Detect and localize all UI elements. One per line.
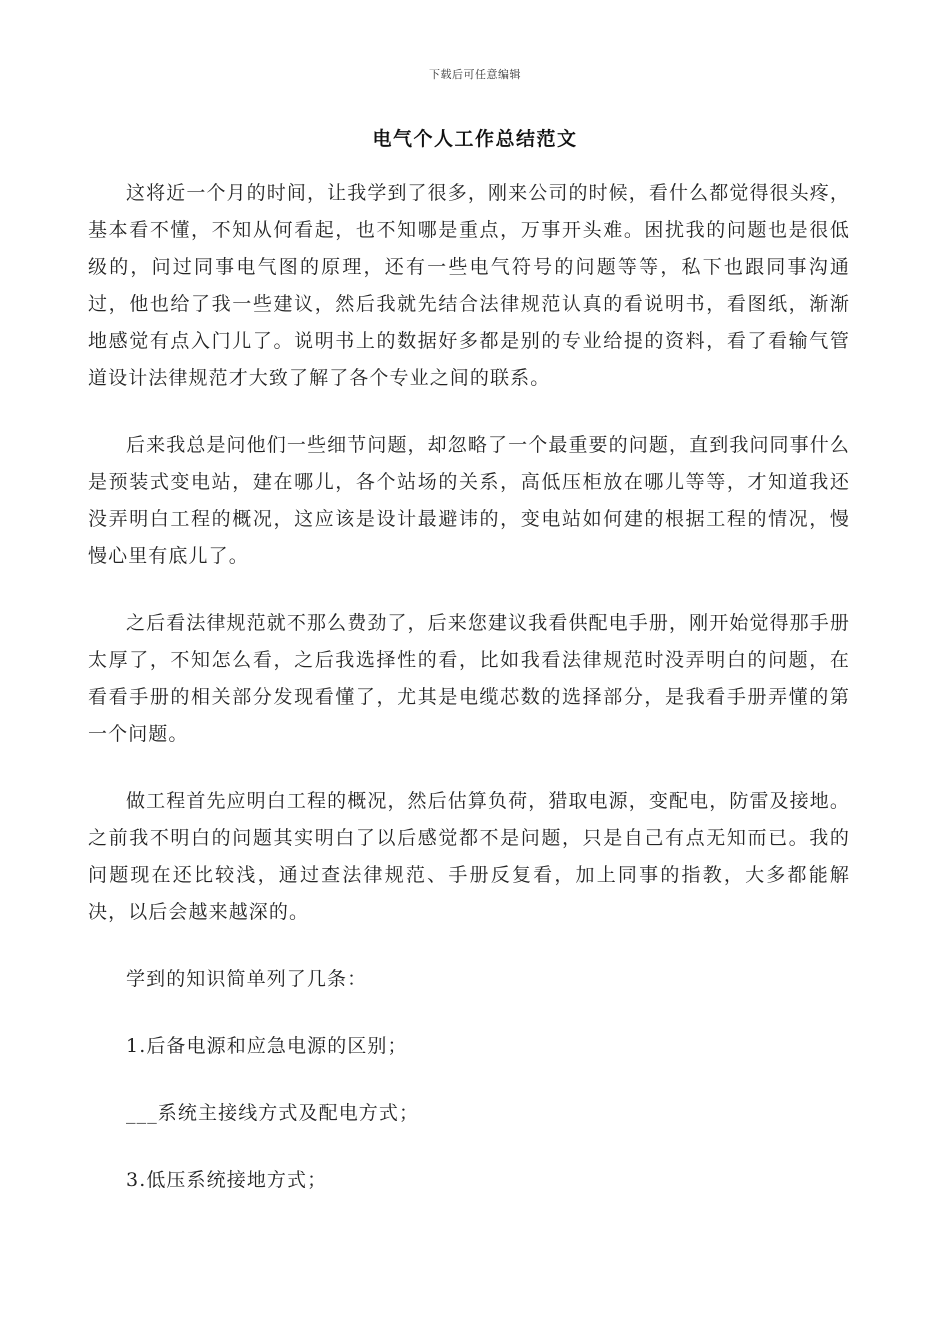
- paragraph-1: 这将近一个月的时间，让我学到了很多，刚来公司的时候，看什么都觉得很头疼，基本看不懂，不知从何看起，也不知哪是重点，万事开头难。困扰我的问题也是很低级的，问过同事电气图的原理，还有一些电气符号的问题等等，私下也跟同事沟通过，他也给了我一些建议，然后我就先结合法律规范认真的看说明书，看图纸，渐渐地感觉有点入门儿了。说明书上的数据好多都是别的专业给提的资料，看了看输气管道设计法律规范才大致了解了各个专业之间的联系。: [88, 182, 850, 389]
- paragraph-4: 做工程首先应明白工程的概况，然后估算负荷，猎取电源，变配电，防雷及接地。之前我不明白的问题其实明白了以后感觉都不是问题，只是自己有点无知而已。我的问题现在还比较浅，通过查法律规范、手册反复看，加上同事的指教，大多都能解决，以后会越来越深的。: [88, 790, 850, 923]
- document-body: [88, 175, 850, 1199]
- header-note: 下载后可任意编辑: [429, 68, 521, 81]
- paragraph-5: 学到的知识简单列了几条：: [126, 968, 368, 990]
- list-item-1: 1.后备电源和应急电源的区别；: [126, 1035, 408, 1057]
- list-item-3: 3.低压系统接地方式；: [126, 1169, 328, 1191]
- paragraph-2: 后来我总是问他们一些细节问题，却忽略了一个最重要的问题，直到我问同事什么是预装式变电站，建在哪儿，各个站场的关系，高低压柜放在哪儿等等，才知道我还没弄明白工程的概况，这应该是设计最避讳的，变电站如何建的根据工程的情况，慢慢心里有底儿了。: [88, 434, 850, 567]
- list-item-2: ___系统主接线方式及配电方式；: [126, 1102, 420, 1124]
- paragraph-3: 之后看法律规范就不那么费劲了，后来您建议我看供配电手册，刚开始觉得那手册太厚了，不知怎么看，之后我选择性的看，比如我看法律规范时没弄明白的问题，在看看手册的相关部分发现看懂了，尤其是电缆芯数的选择部分，是我看手册弄懂的第一个问题。: [88, 612, 850, 745]
- document-title: 电气个人工作总结范文: [372, 128, 578, 150]
